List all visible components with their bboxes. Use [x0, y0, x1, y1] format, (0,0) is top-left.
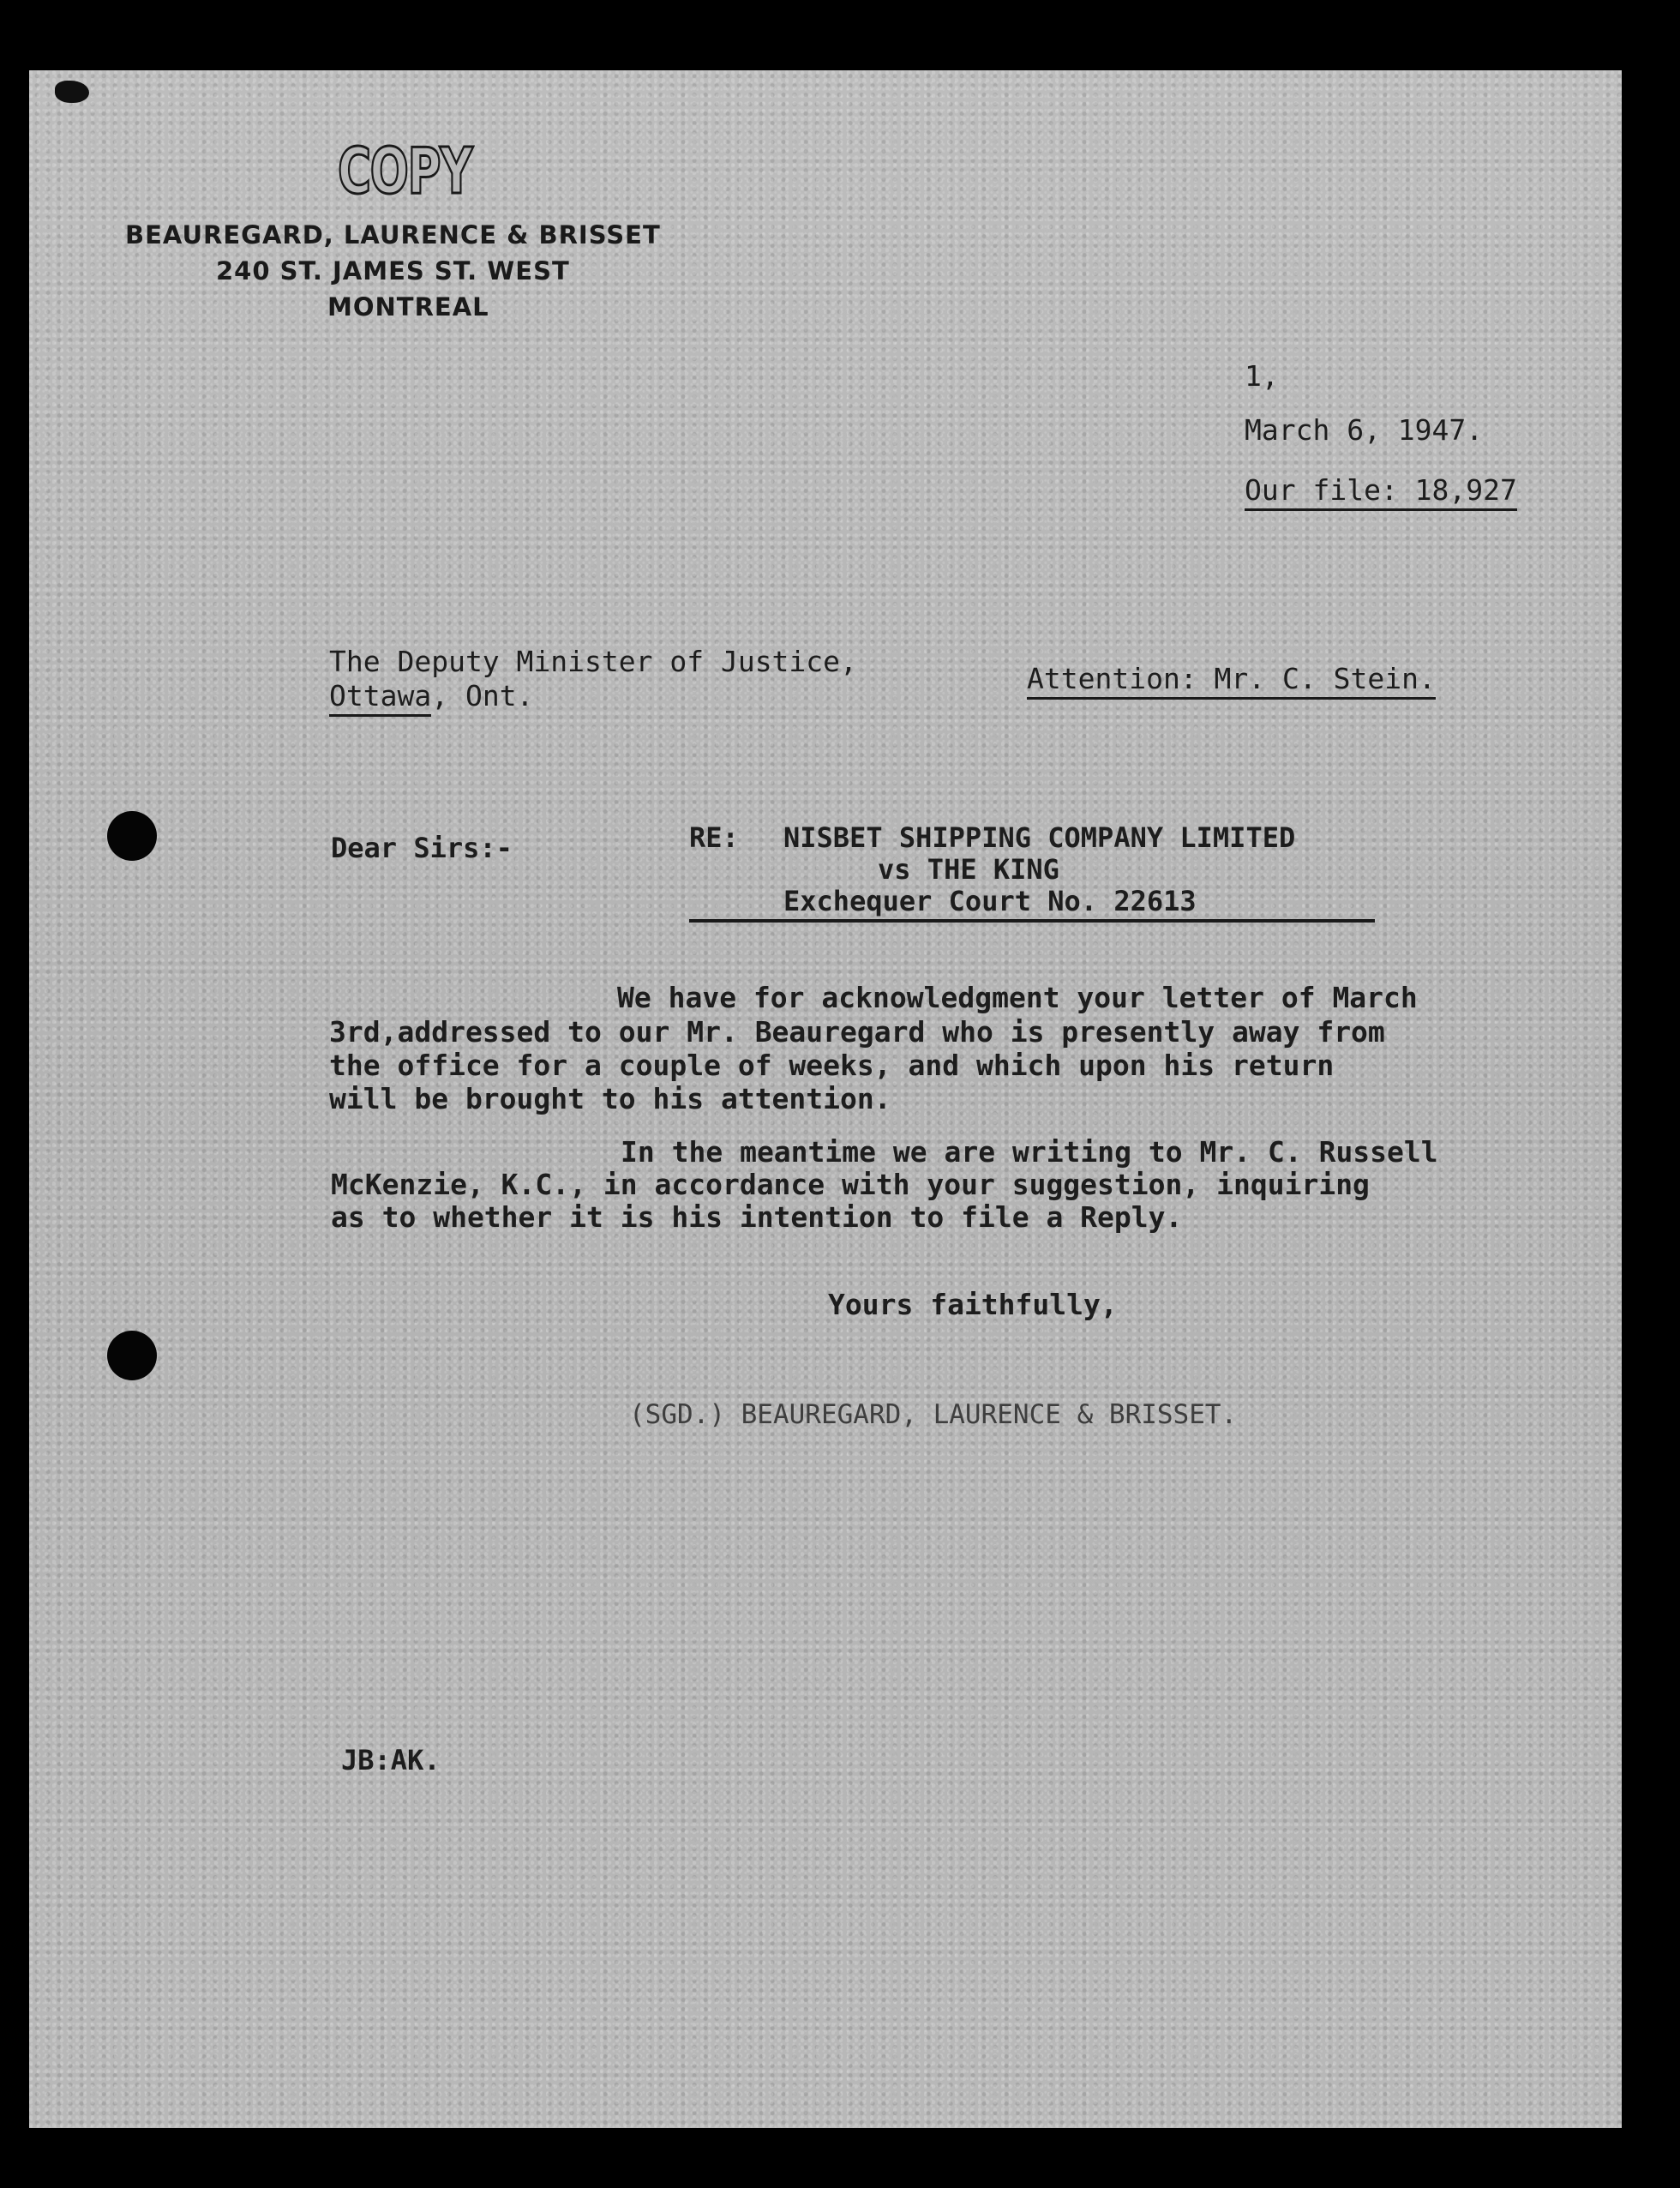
re-line1: NISBET SHIPPING COMPANY LIMITED [783, 821, 1296, 854]
page-number: 1, [1245, 359, 1279, 393]
body-p1-line3: the office for a couple of weeks, and which upon his return [329, 1049, 1335, 1082]
letterhead-firm: BEAUREGARD, LAURENCE & BRISSET [125, 220, 661, 249]
recipient-city: Ottawa [329, 679, 431, 717]
signature-line: (SGD.) BEAUREGARD, LAURENCE & BRISSET. [629, 1399, 1238, 1430]
re-line2: vs THE KING [878, 853, 1059, 886]
letter-page [29, 70, 1622, 2128]
file-reference [1245, 473, 1517, 507]
re-prefix: RE: [689, 821, 739, 854]
letter-date: March 6, 1947. [1245, 413, 1484, 447]
punch-hole-top [107, 811, 157, 861]
re-underline [689, 919, 1375, 923]
file-reference-text: Our file: 18,927 [1245, 473, 1517, 511]
letterhead-address: 240 ST. JAMES ST. WEST [216, 256, 570, 286]
body-p1-line4: will be brought to his attention. [329, 1082, 891, 1115]
recipient-line1: The Deputy Minister of Justice, [329, 645, 857, 678]
scan-mark [55, 81, 89, 103]
body-p2-line1: In the meantime we are writing to Mr. C. Russell [621, 1135, 1438, 1169]
salutation: Dear Sirs:- [331, 832, 513, 864]
attention-line [1027, 662, 1436, 695]
letterhead-city: MONTREAL [327, 292, 489, 322]
copy-stamp: COPY [338, 135, 472, 208]
typist-initials: JB:AK. [341, 1744, 441, 1776]
recipient-province: , Ont. [431, 679, 534, 712]
attention-text: Attention: Mr. C. Stein. [1027, 662, 1436, 700]
body-p2-line2: McKenzie, K.C., in accordance with your suggestion, inquiring [331, 1168, 1370, 1201]
body-p1-line2: 3rd,addressed to our Mr. Beauregard who is presently away from [329, 1015, 1385, 1049]
punch-hole-bottom [107, 1331, 157, 1380]
closing: Yours faithfully, [828, 1288, 1118, 1321]
body-p1-line1: We have for acknowledgment your letter of March [617, 981, 1418, 1014]
re-line3: Exchequer Court No. 22613 [783, 885, 1197, 917]
body-p2-line3: as to whether it is his intention to file a Reply. [331, 1200, 1183, 1234]
recipient-line2 [329, 679, 533, 712]
